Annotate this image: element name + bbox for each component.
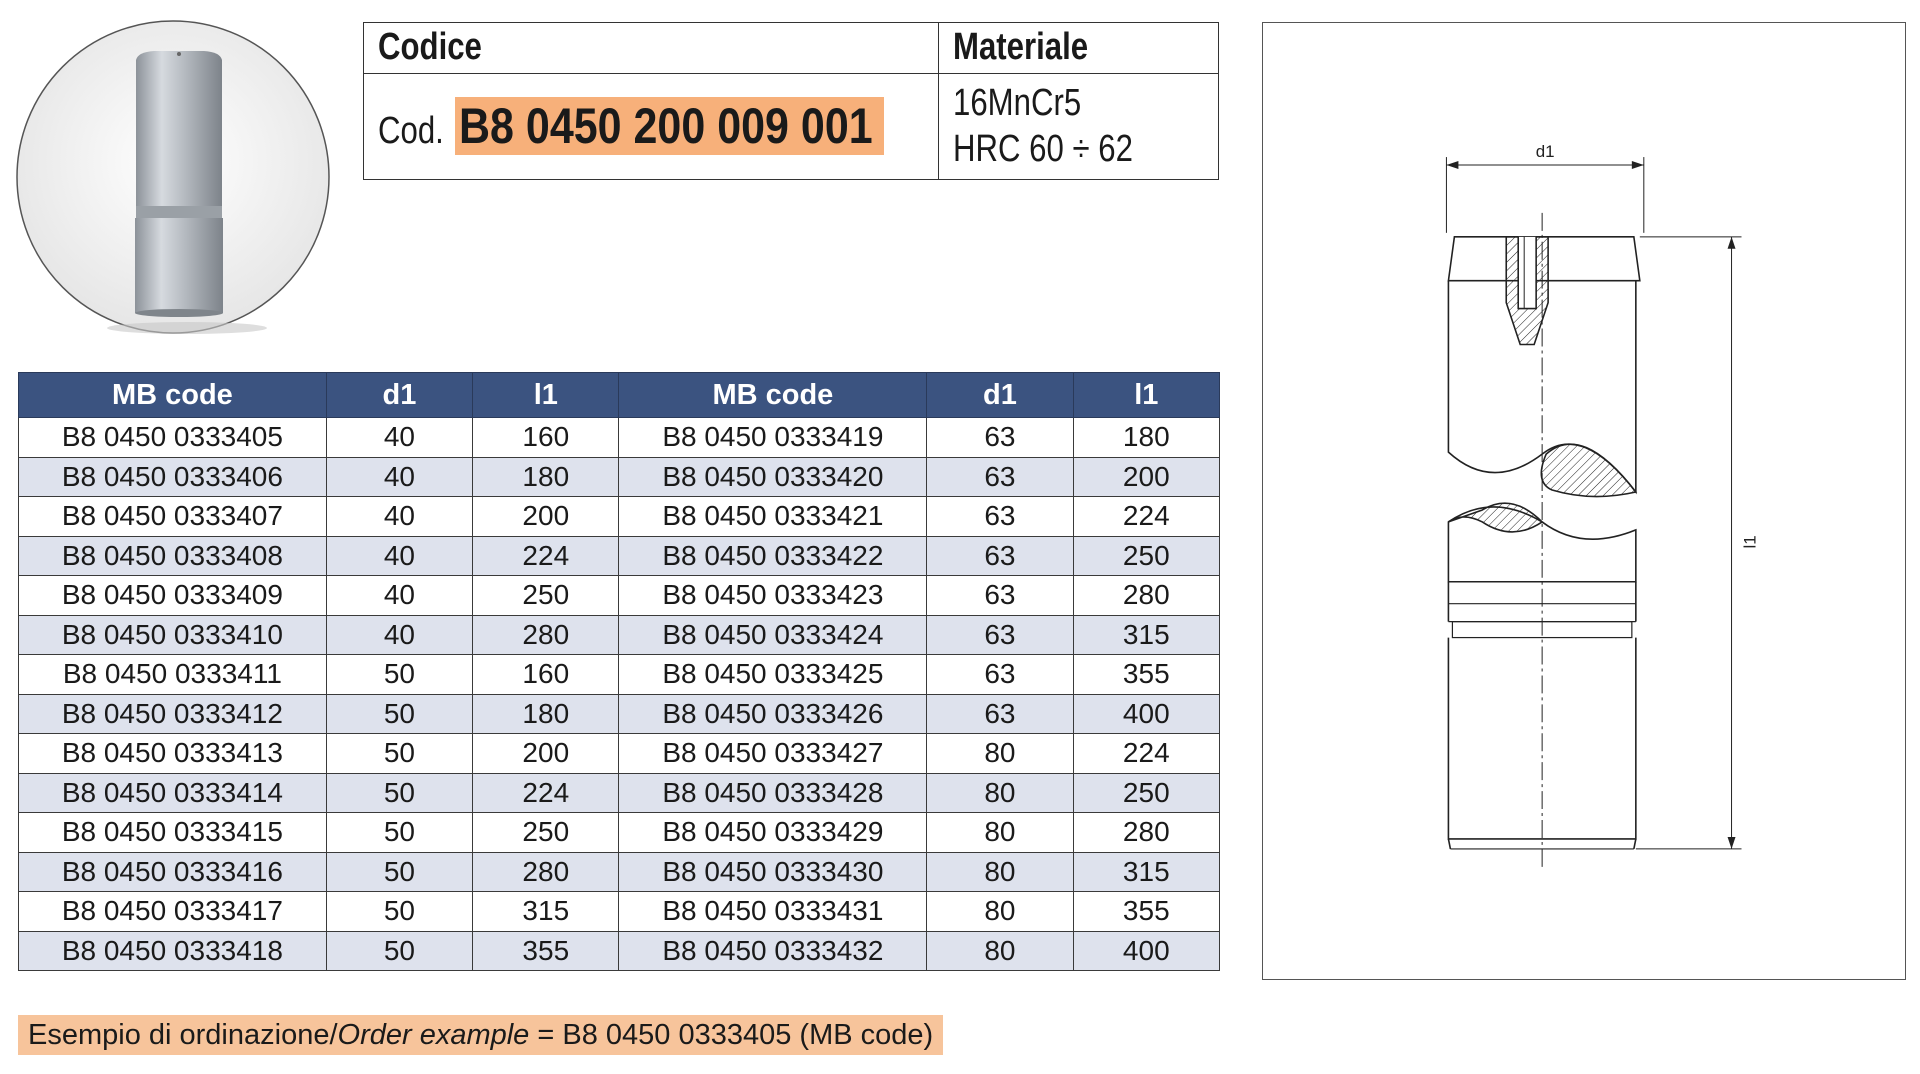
cell-d1-2: 80 <box>927 852 1073 892</box>
code-cell <box>364 73 939 179</box>
cell-mb-code: B8 0450 0333418 <box>19 931 327 971</box>
table-row <box>19 576 1220 616</box>
table-row <box>19 813 1220 853</box>
cell-d1: 50 <box>326 734 472 774</box>
table-row <box>19 931 1220 971</box>
cell-mb-code-2: B8 0450 0333421 <box>619 497 927 537</box>
cell-l1: 200 <box>473 734 619 774</box>
col-header-d1: d1 <box>326 373 472 418</box>
col-header-l1-2: l1 <box>1073 373 1219 418</box>
cell-d1: 50 <box>326 892 472 932</box>
cell-d1: 40 <box>326 615 472 655</box>
cell-d1-2: 63 <box>927 497 1073 537</box>
cell-mb-code: B8 0450 0333414 <box>19 773 327 813</box>
table-body <box>19 418 1220 971</box>
cell-mb-code-2: B8 0450 0333420 <box>619 457 927 497</box>
table-row <box>19 852 1220 892</box>
cell-l1: 180 <box>473 457 619 497</box>
cod-value: B8 0450 200 009 001 <box>455 97 884 155</box>
cell-d1: 50 <box>326 694 472 734</box>
col-header-d1-2: d1 <box>927 373 1073 418</box>
cell-l1: 280 <box>473 615 619 655</box>
cell-mb-code-2: B8 0450 0333426 <box>619 694 927 734</box>
cell-l1: 250 <box>473 813 619 853</box>
cell-mb-code-2: B8 0450 0333427 <box>619 734 927 774</box>
cell-mb-code-2: B8 0450 0333422 <box>619 536 927 576</box>
order-suffix: = B8 0450 0333405 (MB code) <box>529 1019 934 1051</box>
cell-mb-code-2: B8 0450 0333431 <box>619 892 927 932</box>
codice-header: Codice <box>364 23 939 74</box>
cell-d1: 40 <box>326 418 472 458</box>
cell-d1: 40 <box>326 576 472 616</box>
cell-l1-2: 250 <box>1073 536 1219 576</box>
cell-mb-code-2: B8 0450 0333430 <box>619 852 927 892</box>
material-cell <box>939 73 1219 179</box>
product-photo <box>14 18 332 336</box>
cell-d1-2: 80 <box>927 931 1073 971</box>
table-row <box>19 418 1220 458</box>
table-row <box>19 655 1220 695</box>
cell-d1: 40 <box>326 497 472 537</box>
cell-l1-2: 400 <box>1073 931 1219 971</box>
materiale-header: Materiale <box>939 23 1219 74</box>
cell-mb-code-2: B8 0450 0333429 <box>619 813 927 853</box>
cell-l1: 250 <box>473 576 619 616</box>
cell-mb-code-2: B8 0450 0333419 <box>619 418 927 458</box>
technical-drawing <box>1262 22 1906 980</box>
cell-mb-code-2: B8 0450 0333428 <box>619 773 927 813</box>
cell-d1: 50 <box>326 931 472 971</box>
cell-l1-2: 200 <box>1073 457 1219 497</box>
cell-d1-2: 80 <box>927 734 1073 774</box>
table-row <box>19 773 1220 813</box>
cell-d1-2: 63 <box>927 418 1073 458</box>
cell-l1-2: 224 <box>1073 497 1219 537</box>
cell-l1-2: 400 <box>1073 694 1219 734</box>
cell-mb-code-2: B8 0450 0333424 <box>619 615 927 655</box>
code-material-table <box>363 22 1219 180</box>
cell-d1: 40 <box>326 536 472 576</box>
table-row <box>19 615 1220 655</box>
table-row <box>19 694 1220 734</box>
cell-l1: 280 <box>473 852 619 892</box>
table-row <box>19 734 1220 774</box>
cell-d1-2: 63 <box>927 576 1073 616</box>
cell-l1-2: 355 <box>1073 892 1219 932</box>
cell-l1-2: 280 <box>1073 813 1219 853</box>
cell-d1-2: 80 <box>927 773 1073 813</box>
cell-d1-2: 80 <box>927 892 1073 932</box>
table-row <box>19 892 1220 932</box>
mb-code-table <box>18 372 1220 971</box>
cell-mb-code-2: B8 0450 0333432 <box>619 931 927 971</box>
table-row <box>19 536 1220 576</box>
cell-l1: 180 <box>473 694 619 734</box>
col-header-l1: l1 <box>473 373 619 418</box>
cell-mb-code-2: B8 0450 0333425 <box>619 655 927 695</box>
cell-d1: 50 <box>326 655 472 695</box>
table-row <box>19 497 1220 537</box>
cell-d1-2: 63 <box>927 615 1073 655</box>
cell-d1: 50 <box>326 813 472 853</box>
cell-l1-2: 355 <box>1073 655 1219 695</box>
cell-d1-2: 80 <box>927 813 1073 853</box>
cell-l1-2: 250 <box>1073 773 1219 813</box>
cell-mb-code: B8 0450 0333410 <box>19 615 327 655</box>
cell-d1-2: 63 <box>927 536 1073 576</box>
cell-l1: 200 <box>473 497 619 537</box>
material-hardness: HRC 60 ÷ 62 <box>953 128 1133 171</box>
cell-mb-code: B8 0450 0333408 <box>19 536 327 576</box>
cell-l1-2: 224 <box>1073 734 1219 774</box>
cell-d1: 40 <box>326 457 472 497</box>
cell-l1-2: 180 <box>1073 418 1219 458</box>
cell-l1: 224 <box>473 536 619 576</box>
d1-label: d1 <box>1535 142 1555 162</box>
order-example <box>18 1015 943 1055</box>
cell-mb-code: B8 0450 0333415 <box>19 813 327 853</box>
cell-mb-code: B8 0450 0333407 <box>19 497 327 537</box>
cell-l1: 355 <box>473 931 619 971</box>
order-prefix: Esempio di ordinazione/ <box>28 1019 338 1051</box>
cell-l1: 160 <box>473 655 619 695</box>
cell-mb-code: B8 0450 0333412 <box>19 694 327 734</box>
cell-mb-code: B8 0450 0333405 <box>19 418 327 458</box>
cell-mb-code-2: B8 0450 0333423 <box>619 576 927 616</box>
order-italic: Order example <box>337 1019 530 1051</box>
cell-mb-code: B8 0450 0333411 <box>19 655 327 695</box>
cell-d1: 50 <box>326 773 472 813</box>
cell-mb-code: B8 0450 0333417 <box>19 892 327 932</box>
cod-prefix: Cod. <box>378 110 444 153</box>
col-header-mb-code: MB code <box>19 373 327 418</box>
cell-l1: 160 <box>473 418 619 458</box>
cell-l1-2: 315 <box>1073 615 1219 655</box>
cell-d1-2: 63 <box>927 457 1073 497</box>
cell-l1: 224 <box>473 773 619 813</box>
cell-l1: 315 <box>473 892 619 932</box>
col-header-mb-code-2: MB code <box>619 373 927 418</box>
material-grade: 16MnCr5 <box>953 82 1082 125</box>
l1-label: l1 <box>1740 535 1760 549</box>
cell-d1-2: 63 <box>927 655 1073 695</box>
table-row <box>19 457 1220 497</box>
cell-mb-code: B8 0450 0333409 <box>19 576 327 616</box>
cell-mb-code: B8 0450 0333413 <box>19 734 327 774</box>
cell-l1-2: 315 <box>1073 852 1219 892</box>
cell-l1-2: 280 <box>1073 576 1219 616</box>
cell-d1: 50 <box>326 852 472 892</box>
cell-d1-2: 63 <box>927 694 1073 734</box>
cell-mb-code: B8 0450 0333416 <box>19 852 327 892</box>
cell-mb-code: B8 0450 0333406 <box>19 457 327 497</box>
